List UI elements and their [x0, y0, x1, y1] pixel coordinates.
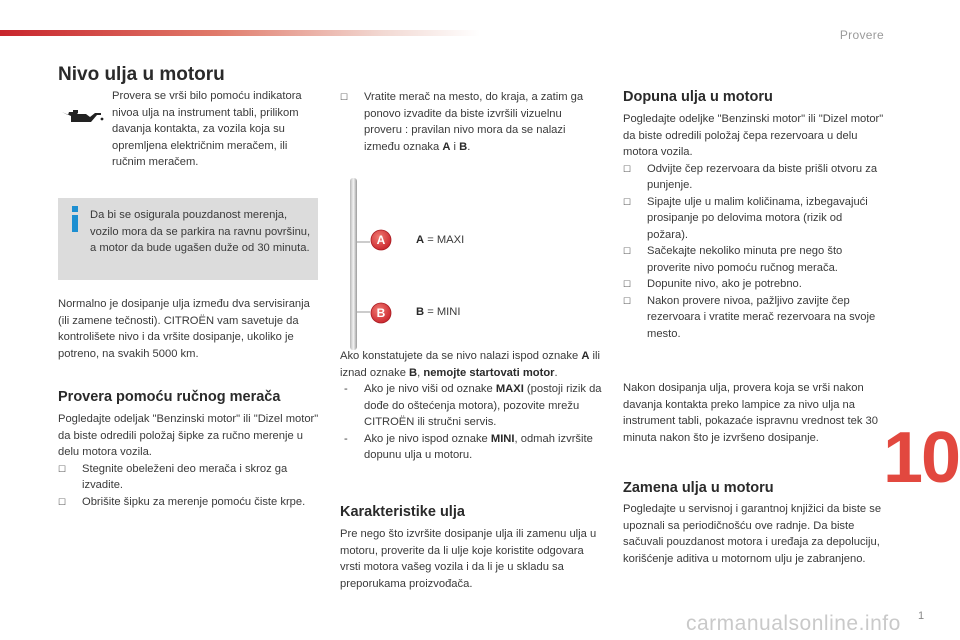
oil-characteristics-text: Pre nego što izvršite dosipanje ulja ili zamenu ulja u motoru, proverite da li ulje koje koristite odgovara vrsti motora vašeg vozila i da li je u skladu sa preporukama proizvođača. — [340, 528, 597, 590]
mark-a-badge — [370, 229, 392, 251]
list-item: - Ako je nivo ispod oznake MINI, odmah izvršite dopunu ulja u motoru. — [340, 431, 602, 464]
label-b: B = MINI — [416, 306, 461, 318]
list-item: - Ako je nivo viši od oznake MAXI (postoji rizik da dođe do oštećenja motora), pozovite mrežu CITROËN ili stručni servis. — [340, 381, 602, 431]
after-refill-text: Nakon dosipanja ulja, provera koja se vrši nakon davanja kontakta preko lampice za nivo ulja na instrument tabli, pokazaće ispravnu vrednost tek 30 minuta nakon što je izvršeno dosipanje. — [623, 382, 878, 444]
header-accent-bar — [0, 30, 480, 36]
refill-section — [623, 111, 885, 342]
manual-check-section — [58, 411, 320, 510]
dipstick-illustration — [346, 178, 396, 350]
chapter-number: 10 — [883, 418, 960, 498]
mark-a-letter: A — [376, 233, 386, 248]
list-item: ☐ Sipajte ulje u malim količinama, izbegavajući prosipanje po delovima motora (rizik od požara). — [623, 194, 885, 244]
manual-check-list — [58, 461, 320, 511]
info-icon — [68, 206, 82, 232]
refill-heading: Dopuna ulja u motoru — [623, 89, 773, 105]
condition-text: Ako konstatujete da se nivo nalazi ispod oznake A ili iznad oznake B, nemojte startovati motor. — [340, 350, 600, 379]
manual-check-text: Pogledajte odeljak "Benzinski motor" ili "Dizel motor" da biste odredili položaj šipke za ručno merenje u delu motora vozila. — [58, 413, 319, 458]
list-item: ☐ Dopunite nivo, ako je potrebno. — [623, 276, 885, 293]
condition-list — [340, 381, 602, 464]
list-item: ☐ Odvijte čep rezervoara da biste prišli otvoru za punjenje. — [623, 161, 885, 194]
list-item: ☐ Stegnite obeleženi deo merača i skroz ga izvadite. — [58, 461, 320, 494]
level-conditions — [340, 348, 602, 464]
normal-consumption-text: Normalno je dosipanje ulja između dva servisiranja (ili zamene tečnosti). CITROËN vam savetuje da kontrolišete nivo i da vršite dosipanje, ukoliko je potreno, na svakih 5000 km. — [58, 298, 310, 360]
oil-characteristics-heading: Karakteristike ulja — [340, 504, 465, 520]
label-a: A = MAXI — [416, 234, 465, 246]
oil-can-icon — [60, 106, 104, 128]
page-number: 1 — [918, 610, 925, 622]
dipstick-step — [340, 89, 602, 155]
page-title: Nivo ulja u motoru — [58, 64, 225, 85]
section-label: Provere — [839, 28, 884, 42]
mark-b-badge — [370, 302, 392, 324]
list-item: ☐ Sačekajte nekoliko minuta pre nego što proverite nivo pomoću ručnog merača. — [623, 243, 885, 276]
oil-change-text: Pogledajte u servisnoj i garantnoj knjižici da biste se upoznali sa periodičnošću ove radnje. Da biste sačuvali pouzdanost motora i uređaja za depoluciju, korišćenje aditiva u motornom ulju je zabranjeno. — [623, 503, 882, 565]
intro-text: Provera se vrši bilo pomoću indikatora nivoa ulja na instrument tabli, prilikom davanja kontakta, za vozila koja su opremljena električnim meračem, ili ručnim meračem. — [112, 90, 302, 168]
manual-check-heading: Provera pomoću ručnog merača — [58, 389, 281, 405]
mark-b-letter: B — [376, 306, 386, 321]
refill-list — [623, 161, 885, 343]
oil-change-heading: Zamena ulja u motoru — [623, 480, 774, 496]
list-item: ☐ Obrišite šipku za merenje pomoću čiste krpe. — [58, 494, 320, 511]
info-text: Da bi se osigurala pouzdanost merenja, vozilo mora da se parkira na ravnu površinu, a motor da bude ugašen duže od 30 minuta. — [90, 209, 311, 254]
watermark: carmanualsonline.info — [686, 612, 901, 635]
refill-text: Pogledajte odeljke "Benzinski motor" ili "Dizel motor" da biste odredili položaj čepa rezervoara u delu motora vozila. — [623, 113, 884, 158]
list-item: ☐ Vratite merač na mesto, do kraja, a zatim ga ponovo izvadite da biste izvršili vizuelnu proveru : pravilan nivo mora da se nalazi između oznaka A i B. — [340, 89, 602, 155]
list-item: ☐ Nakon provere nivoa, pažljivo zavijte čep rezervoara i vratite merač rezervoara na svoje mesto. — [623, 293, 885, 343]
